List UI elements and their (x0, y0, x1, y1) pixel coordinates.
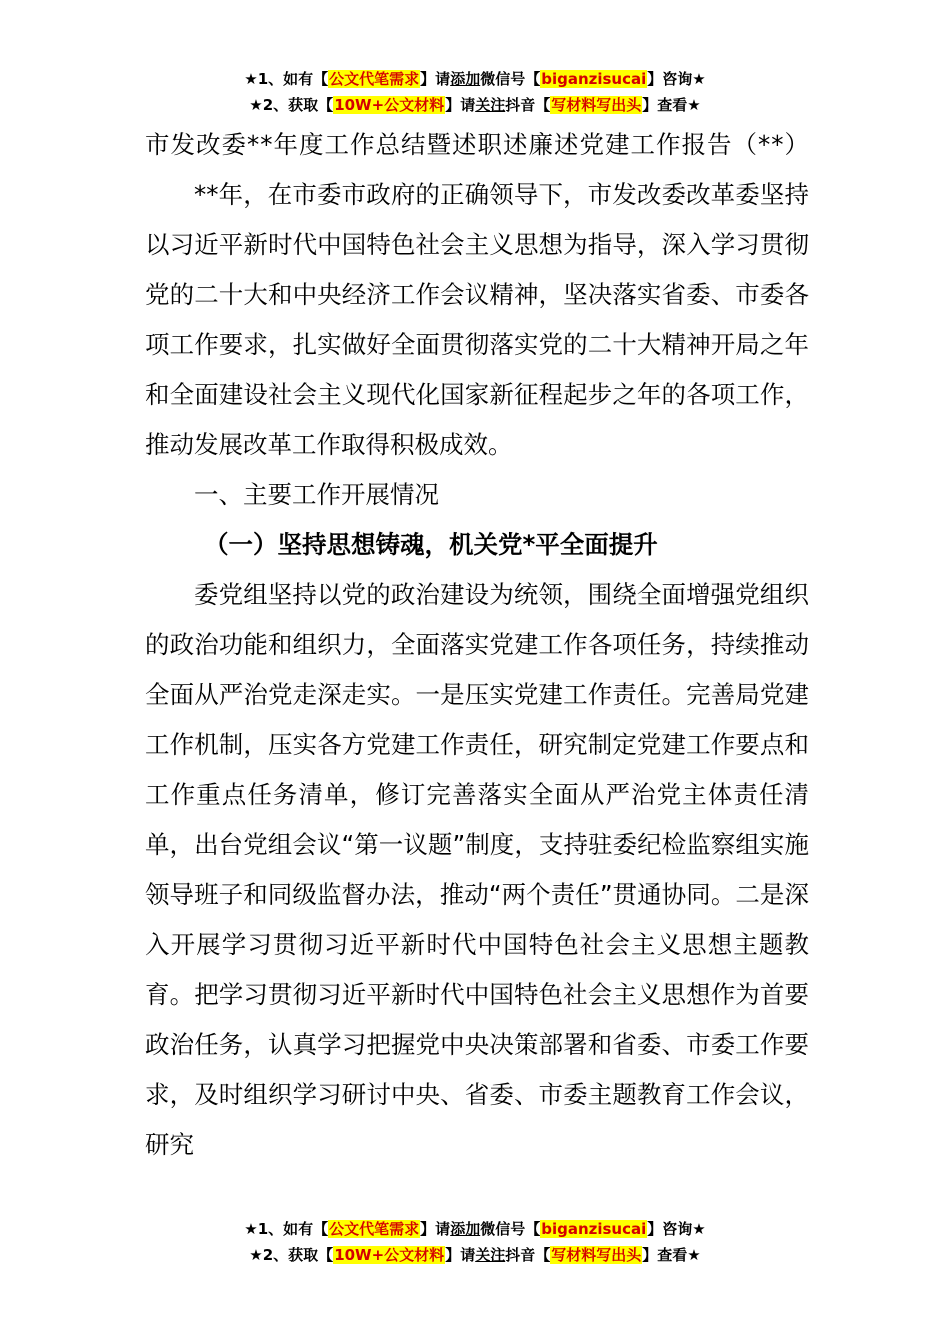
banner-text: 】请 (420, 70, 451, 88)
highlight-text: 10W+公文材料 (334, 1246, 445, 1264)
section-heading: 一、主要工作开展情况 (194, 480, 439, 509)
banner-text: 抖音【 (505, 96, 551, 114)
douyin-account: 写材料写出头 (551, 96, 642, 114)
subsection-heading-text: （一）坚持思想铸魂，机关党*平全面提升 (204, 530, 658, 559)
banner-text: 】请 (420, 1220, 451, 1238)
banner-text: 】请 (445, 96, 476, 114)
highlight-text: 10W+公文材料 (334, 96, 445, 114)
star-icon: ★ (244, 70, 258, 88)
banner-text: 微信号【 (480, 1220, 541, 1238)
underlined-text: 添加 (450, 1220, 481, 1238)
star-icon: ★ (249, 96, 263, 114)
highlight-text: 公文代笔需求 (329, 70, 420, 88)
banner-line-2 (0, 92, 950, 118)
banner-text: 微信号【 (480, 70, 541, 88)
star-icon: ★ (244, 1220, 258, 1238)
banner-text: 】查看★ (642, 1246, 701, 1264)
document-title: 市发改委**年度工作总结暨述职述廉述党建工作报告（**） (145, 130, 810, 159)
intro-paragraph: **年，在市委市政府的正确领导下，市发改委改革委坚持以习近平新时代中国特色社会主义思想为指导，深入学习贯彻党的二十大和中央经济工作会议精神，坚决落实省委、市委各项工作要求，扎实做好全面贯彻落实党的二十大精神开局之年和全面建设社会主义现代化国家新征程起步之年的各项工作，推动发展改革工作取得积极成效。 (145, 180, 809, 459)
banner-text: 1、如有【 (257, 1220, 329, 1238)
banner-text: 】请 (445, 1246, 476, 1264)
banner-text: 】咨询★ (647, 1220, 706, 1238)
banner-text: 2、获取【 (262, 96, 334, 114)
star-icon: ★ (249, 1246, 263, 1264)
underlined-text: 添加 (450, 70, 481, 88)
subsection-heading (145, 520, 809, 570)
banner-line-1 (0, 66, 950, 92)
document-body (145, 120, 809, 1170)
highlight-text: 公文代笔需求 (329, 1220, 420, 1238)
footer-banner (0, 1216, 950, 1268)
underlined-text: 关注 (475, 1246, 506, 1264)
underlined-text: 关注 (475, 96, 506, 114)
wechat-id: biganzisucai (541, 1220, 647, 1238)
wechat-id: biganzisucai (541, 70, 647, 88)
banner-text: 】咨询★ (647, 70, 706, 88)
banner-text: 2、获取【 (262, 1246, 334, 1264)
banner-text: 1、如有【 (257, 70, 329, 88)
header-banner (0, 66, 950, 118)
body-paragraph: 委党组坚持以党的政治建设为统领，围绕全面增强党组织的政治功能和组织力，全面落实党建工作各项任务，持续推动全面从严治党走深走实。一是压实党建工作责任。完善局党建工作机制，压实各方党建工作责任，研究制定党建工作要点和工作重点任务清单，修订完善落实全面从严治党主体责任清单，出台党组会议“第一议题”制度，支持驻委纪检监察组实施领导班子和同级监督办法，推动“两个责任”贯通协同。二是深入开展学习贯彻习近平新时代中国特色社会主义思想主题教育。把学习贯彻习近平新时代中国特色社会主义思想作为首要政治任务，认真学习把握党中央决策部署和省委、市委工作要求，及时组织学习研讨中央、省委、市委主题教育工作会议，研究 (145, 580, 809, 1159)
douyin-account: 写材料写出头 (551, 1246, 642, 1264)
banner-line-2 (0, 1242, 950, 1268)
banner-text: 抖音【 (505, 1246, 551, 1264)
banner-text: 】查看★ (642, 96, 701, 114)
banner-line-1 (0, 1216, 950, 1242)
